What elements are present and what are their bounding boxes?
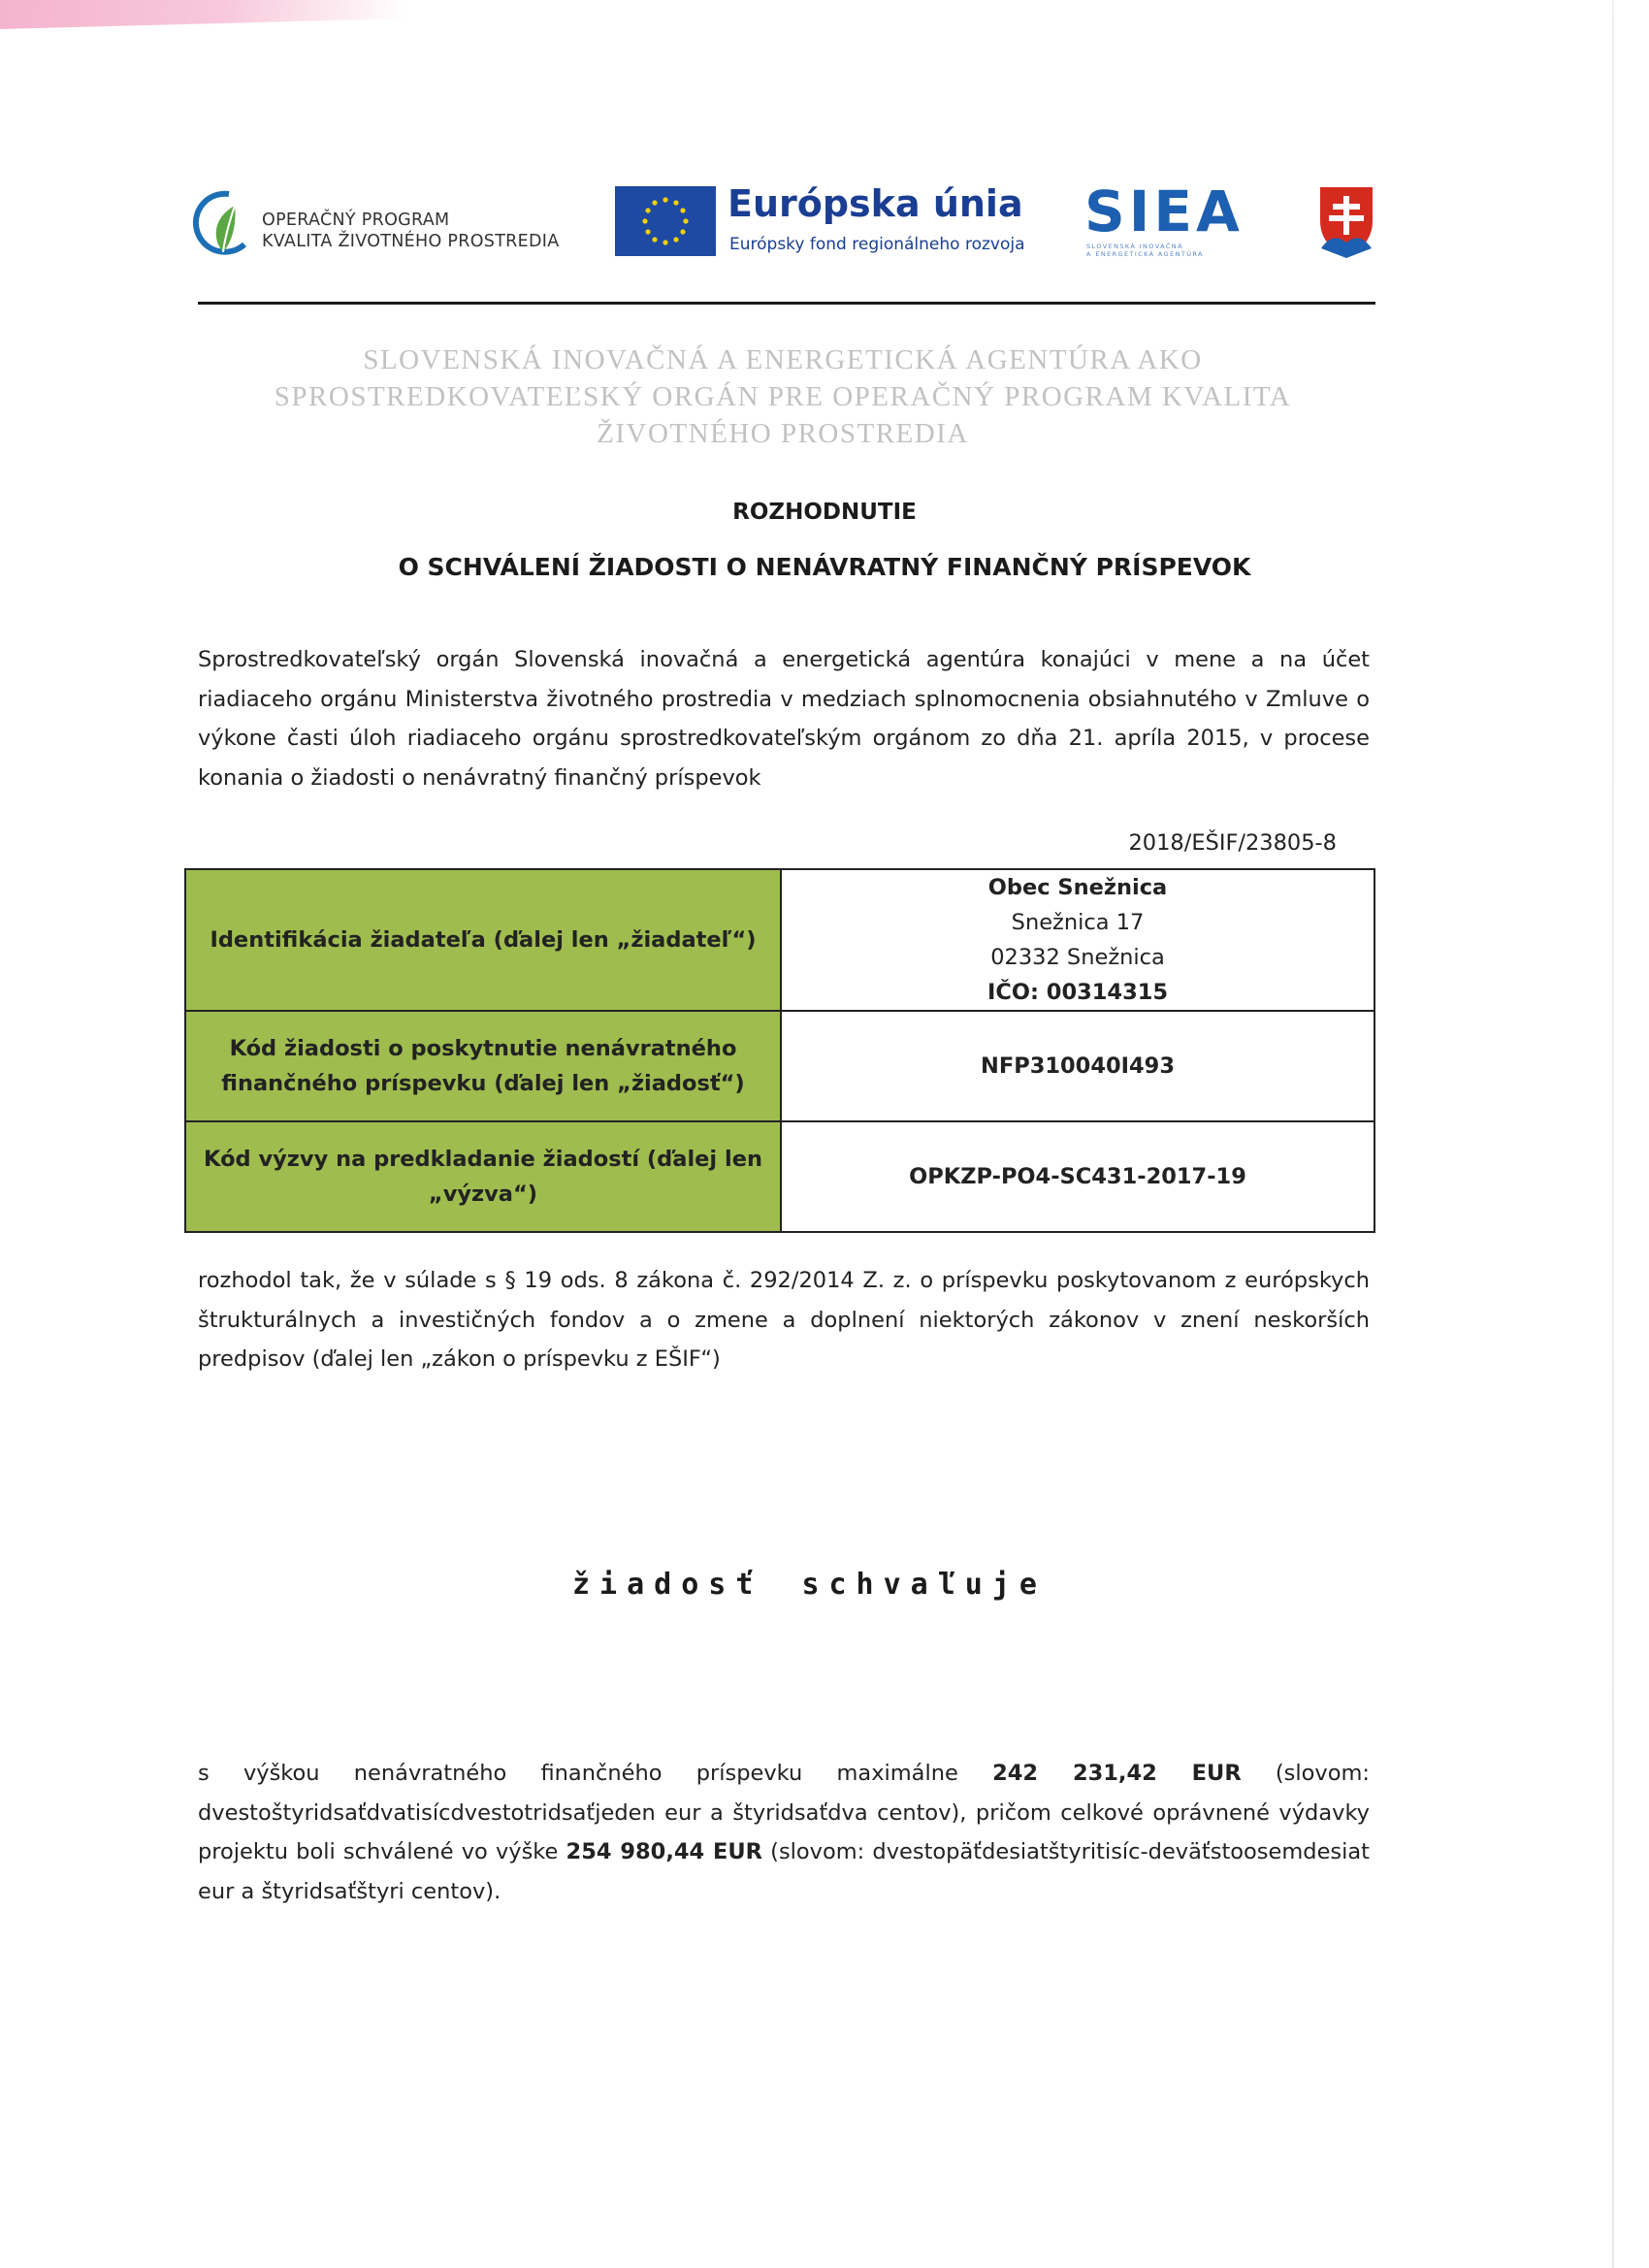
approval-statement <box>572 1568 1047 1602</box>
max-amount: 242 231,42 EUR <box>992 1761 1242 1786</box>
scan-smudge <box>0 0 407 29</box>
total-amount: 254 980,44 EUR <box>566 1839 762 1864</box>
siea-mark: SIEA <box>1084 178 1244 244</box>
decision-paragraph: rozhodol tak, že v súlade s § 19 ods. 8 zákona č. 292/2014 Z. z. o príspevku poskytovanom z európskych štrukturálnych a investičných fondov a o zmene a doplnení niektorých zákonov v znení neskorších predpisov (ďalej len „zákon o príspevku z EŠIF“) <box>198 1268 1370 1372</box>
leaf-ring-icon <box>190 188 252 262</box>
op-logo-line2: KVALITA ŽIVOTNÉHO PROSTREDIA <box>262 232 560 251</box>
table-row <box>185 1011 1374 1121</box>
reference-number: 2018/EŠIF/23805-8 <box>1128 830 1337 856</box>
eu-subtitle: Európsky fond regionálneho rozvoja <box>729 235 1025 254</box>
header-rule <box>198 302 1375 305</box>
agency-line-1: SLOVENSKÁ INOVAČNÁ A ENERGETICKÁ AGENTÚRA AKO <box>363 344 1203 375</box>
call-label: Kód výzvy na predkladanie žiadostí (ďalej len „výzva“) <box>185 1121 781 1232</box>
approval-word-1: žiadosť <box>572 1568 763 1602</box>
applicant-ico: IČO: 00314315 <box>986 980 1169 1005</box>
scan-edge <box>1612 0 1614 2268</box>
intro-paragraph: Sprostredkovateľský orgán Slovenská inovačná a energetická agentúra konajúci v mene a na účet riadiaceho orgánu Ministerstva životného prostredia v medziach splnomocnenia obsiahnutého v Zmluve o výkone časti úloh riadiaceho orgánu sprostredkovateľským orgánom zo dňa 21. apríla 2015, v procese konania o žiadosti o nenávratný finančný príspevok <box>198 647 1370 791</box>
agency-heading <box>190 341 1375 452</box>
eu-title: Európska únia <box>728 182 1023 225</box>
agency-line-2: SPROSTREDKOVATEĽSKÝ ORGÁN PRE OPERAČNÝ PROGRAM KVALITA <box>274 381 1292 412</box>
request-code: NFP310040I493 <box>781 1011 1374 1121</box>
slovak-coat-of-arms-icon <box>1317 182 1375 260</box>
amount-paragraph <box>198 1754 1370 1911</box>
logo-header <box>190 175 1375 281</box>
amount-text-3: (slovom: dvestopäťdesiatštyritisíc-deväťstoosemdesiat eur a štyridsaťštyri centov). <box>198 1839 1370 1904</box>
applicant-street: Snežnica 17 <box>1011 910 1145 935</box>
agency-line-3: ŽIVOTNÉHO PROSTREDIA <box>597 418 969 449</box>
request-label: Kód žiadosti o poskytnutie nenávratného finančného príspevku (ďalej len „žiadosť“) <box>185 1011 781 1121</box>
document-title: ROZHODNUTIE <box>732 500 917 525</box>
amount-text-1: s výškou nenávratného finančného príspevku maximálne <box>198 1761 993 1786</box>
approval-word-2: schvaľuje <box>801 1568 1047 1602</box>
application-info-table <box>184 868 1375 1233</box>
applicant-cell <box>781 869 1374 1011</box>
applicant-name: Obec Snežnica <box>987 875 1168 900</box>
table-row <box>185 869 1374 1011</box>
amount-text-2: (slovom: dvestoštyridsaťdvatisícdvestotridsaťjeden eur a štyridsaťdva centov), pričom celkové oprávnené výdavky projektu boli schválené vo výške <box>198 1761 1370 1864</box>
table-row <box>185 1121 1374 1232</box>
eu-flag-icon <box>615 186 716 256</box>
siea-logo <box>1084 178 1249 262</box>
op-logo-line1: OPERAČNÝ PROGRAM <box>262 211 450 230</box>
call-code: OPKZP-PO4-SC431-2017-19 <box>781 1121 1374 1232</box>
applicant-city: 02332 Snežnica <box>990 945 1165 970</box>
eu-logo <box>615 182 1051 262</box>
siea-small-line2: A ENERGETICKÁ AGENTÚRA <box>1086 250 1204 258</box>
op-kzp-logo <box>190 188 598 262</box>
applicant-label: Identifikácia žiadateľa (ďalej len „žiadateľ“) <box>185 869 781 1011</box>
siea-small-line1: SLOVENSKÁ INOVAČNÁ <box>1086 243 1183 250</box>
document-subtitle: O SCHVÁLENÍ ŽIADOSTI O NENÁVRATNÝ FINANČNÝ PRÍSPEVOK <box>398 553 1251 581</box>
